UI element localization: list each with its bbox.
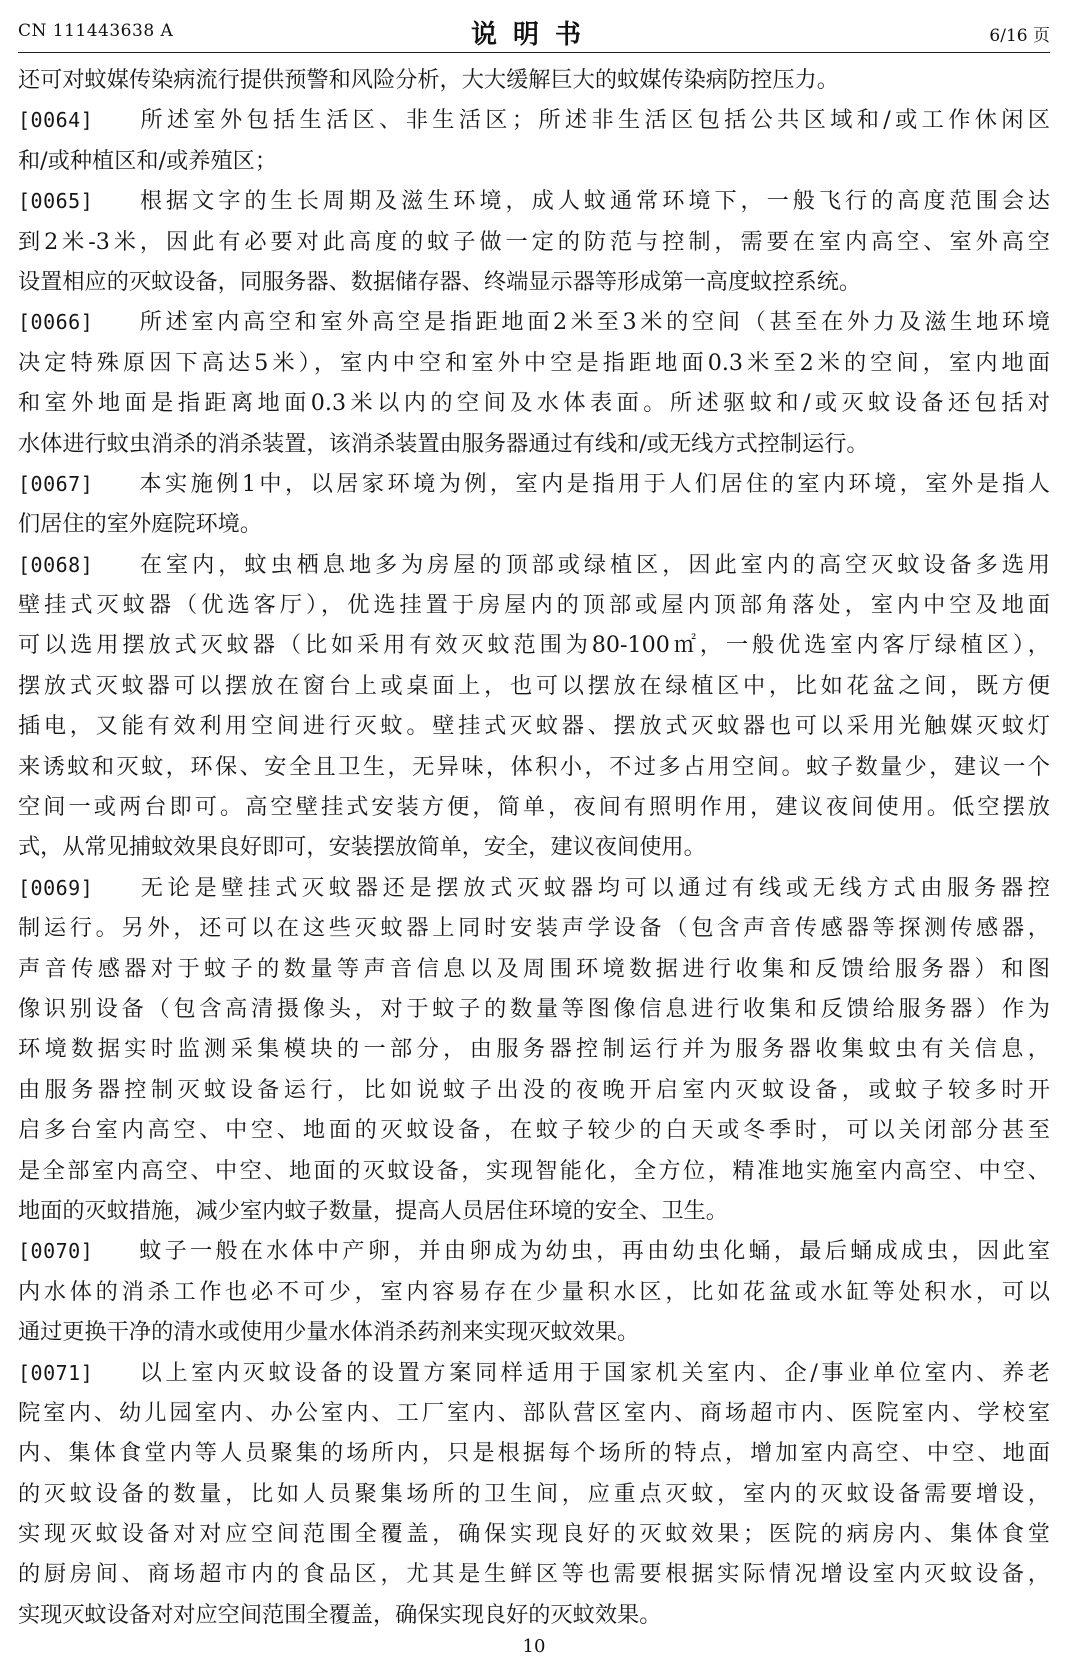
paragraph-text: 内水体的消杀工作也必不可少，室内容易存在少量积水区，比如花盆或水缸等处积水，可以 <box>18 1278 1050 1305</box>
paragraph-text: 在室内，蚊虫栖息地多为房屋的顶部或绿植区，因此室内的高空灭蚊设备多选用 <box>136 551 1050 578</box>
paragraph-line <box>18 1554 1050 1594</box>
document-title: 说明书 <box>470 20 597 50</box>
page-number: 10 <box>522 1636 546 1657</box>
paragraph-text: 壁挂式灭蚊器（优选客厅），优选挂置于房屋内的顶部或屋内顶部角落处，室内中空及地面 <box>18 592 1050 619</box>
paragraph-line <box>18 949 1050 989</box>
paragraph-line <box>18 504 1050 544</box>
paragraph-text: 和室外地面是指距离地面0.3米以内的空间及水体表面。所述驱蚊和/或灭蚊设备还包括对 <box>18 390 1050 417</box>
paragraph-line <box>18 1353 1050 1393</box>
page-indicator: 6/16 页 <box>989 26 1050 46</box>
paragraph <box>18 868 1050 1232</box>
paragraph-text: 空间一或两台即可。高空壁挂式安装方便，简单，夜间有照明作用，建议夜间使用。低空摆放 <box>18 794 1050 821</box>
paragraph-line <box>18 1272 1050 1312</box>
paragraph-number: [0066] <box>18 310 94 335</box>
paragraph-text: 根据文字的生长周期及滋生环境，成人蚊通常环境下，一般飞行的高度范围会达 <box>136 188 1050 215</box>
paragraph-text: 本实施例1中，以居家环境为例，室内是指用于人们居住的室内环境，室外是指人 <box>136 470 1050 497</box>
paragraph <box>18 545 1050 868</box>
paragraph-text: 设置相应的灭蚊设备，同服务器、数据储存器、终端显示器等形成第一高度蚊控系统。 <box>18 268 862 295</box>
paragraph-text: 还可对蚊媒传染病流行提供预警和风险分析，大大缓解巨大的蚊媒传染病防控压力。 <box>18 67 839 93</box>
paragraph-line <box>18 464 1050 504</box>
paragraph-line <box>18 1151 1050 1191</box>
paragraph-text: 实现灭蚊设备对对应空间范围全覆盖，确保实现良好的灭蚊效果；医院的病房内、集体食堂 <box>18 1521 1050 1548</box>
paragraph-text: 通过更换干净的清水或使用少量水体消杀药剂来实现灭蚊效果。 <box>18 1319 640 1346</box>
paragraph-text: 由服务器控制灭蚊设备运行，比如说蚊子出没的夜晚开启室内灭蚊设备，或蚊子较多时开 <box>18 1076 1050 1103</box>
page-header <box>18 14 1050 48</box>
paragraph <box>18 302 1050 464</box>
paragraph-line <box>18 625 1050 665</box>
paragraph-text: 制运行。另外，还可以在这些灭蚊器上同时安装声学设备（包含声音传感器等探测传感器， <box>18 915 1050 942</box>
paragraph-line <box>18 1433 1050 1473</box>
paragraph-line <box>18 181 1050 221</box>
paragraph-text: 插电，又能有效利用空间进行灭蚊。壁挂式灭蚊器、摆放式灭蚊器也可以采用光触媒灭蚊灯 <box>18 713 1050 740</box>
patent-number: CN 111443638 A <box>18 21 174 41</box>
paragraph-text: 像识别设备（包含高清摄像头，对于蚊子的数量等图像信息进行收集和反馈给服务器）作为 <box>18 995 1050 1022</box>
paragraph-line <box>18 827 1050 867</box>
paragraph-text: 的厨房间、商场超市内的食品区，尤其是生鲜区等也需要根据实际情况增设室内灭蚊设备， <box>18 1561 1050 1588</box>
paragraph-text: 们居住的室外庭院环境。 <box>18 511 263 538</box>
paragraph-line <box>18 1595 1050 1635</box>
paragraph-line <box>18 747 1050 787</box>
paragraph-text: 来诱蚊和灭蚊，环保、安全且卫生，无异味，体积小，不过多占用空间。蚊子数量少，建议一个 <box>18 753 1050 780</box>
paragraph-text: 启多台室内高空、中空、地面的灭蚊设备，在蚊子较少的白天或冬季时，可以关闭部分甚至 <box>18 1117 1050 1144</box>
paragraph-text: 的灭蚊设备的数量，比如人员聚集场所的卫生间，应重点灭蚊，室内的灭蚊设备需要增设， <box>18 1480 1050 1507</box>
paragraph-line <box>18 585 1050 625</box>
paragraph-line <box>18 100 1050 140</box>
paragraph-text: 可以选用摆放式灭蚊器（比如采用有效灭蚊范围为80-100㎡，一般优选室内客厅绿植区）， <box>18 632 1050 659</box>
paragraph-line <box>18 989 1050 1029</box>
paragraph <box>18 1231 1050 1352</box>
paragraph-line <box>18 545 1050 585</box>
paragraph-number: [0070] <box>18 1239 94 1264</box>
paragraph-text: 是全部室内高空、中空、地面的灭蚊设备，实现智能化，全方位，精准地实施室内高空、中空、 <box>18 1157 1050 1184</box>
paragraph-line <box>18 1393 1050 1433</box>
paragraph-line <box>18 1474 1050 1514</box>
paragraph-line <box>18 60 1050 100</box>
paragraph <box>18 464 1050 545</box>
paragraph-text: 到2米-3米，因此有必要对此高度的蚊子做一定的防范与控制，需要在室内高空、室外高空 <box>18 228 1050 255</box>
paragraph-text: 所述室内高空和室外高空是指距地面2米至3米的空间（甚至在外力及滋生地环境 <box>136 309 1050 336</box>
paragraph-text: 式，从常见捕蚊效果良好即可，安装摆放简单，安全，建议夜间使用。 <box>18 834 706 861</box>
paragraph <box>18 181 1050 302</box>
paragraph-line <box>18 262 1050 302</box>
paragraph-number: [0065] <box>18 189 94 214</box>
paragraph-line <box>18 302 1050 342</box>
paragraph-number: [0071] <box>18 1360 94 1385</box>
paragraph-number: [0069] <box>18 875 94 900</box>
paragraph <box>18 1353 1050 1636</box>
paragraph-text: 无论是壁挂式灭蚊器还是摆放式灭蚊器均可以通过有线或无线方式由服务器控 <box>136 874 1050 901</box>
paragraph-text: 蚊子一般在水体中产卵，并由卵成为幼虫，再由幼虫化蛹，最后蛹成成虫，因此室 <box>136 1238 1050 1265</box>
paragraph-line <box>18 868 1050 908</box>
paragraph-line <box>18 666 1050 706</box>
paragraph-text: 声音传感器对于蚊子的数量等声音信息以及周围环境数据进行收集和反馈给服务器）和图 <box>18 955 1050 982</box>
paragraph <box>18 100 1050 181</box>
paragraph-text: 实现灭蚊设备对对应空间范围全覆盖，确保实现良好的灭蚊效果。 <box>18 1601 662 1628</box>
paragraph-line <box>18 1029 1050 1069</box>
paragraph-line <box>18 1312 1050 1352</box>
paragraph-text: 决定特殊原因下高达5米），室内中空和室外中空是指距地面0.3米至2米的空间，室内地面 <box>18 349 1050 376</box>
document-body <box>18 60 1050 1635</box>
paragraph-line <box>18 1070 1050 1110</box>
paragraph <box>18 60 1050 100</box>
paragraph-line <box>18 706 1050 746</box>
paragraph-line <box>18 343 1050 383</box>
paragraph-text: 院室内、幼儿园室内、办公室内、工厂室内、部队营区室内、商场超市内、医院室内、学校室 <box>18 1399 1050 1426</box>
paragraph-text: 水体进行蚊虫消杀的消杀装置，该消杀装置由服务器通过有线和/或无线方式控制运行。 <box>18 430 869 457</box>
paragraph-line <box>18 1231 1050 1271</box>
paragraph-number: [0067] <box>18 471 94 496</box>
paragraph-line <box>18 1514 1050 1554</box>
paragraph-line <box>18 787 1050 827</box>
paragraph-line <box>18 222 1050 262</box>
paragraph-line <box>18 1110 1050 1150</box>
paragraph-text: 内、集体食堂内等人员聚集的场所内，只是根据每个场所的特点，增加室内高空、中空、地面 <box>18 1440 1050 1467</box>
paragraph-text: 地面的灭蚊措施，减少室内蚊子数量，提高人员居住环境的安全、卫生。 <box>18 1197 728 1224</box>
paragraph-text: 所述室外包括生活区、非生活区；所述非生活区包括公共区域和/或工作休闲区 <box>136 107 1050 134</box>
paragraph-line <box>18 908 1050 948</box>
paragraph-line <box>18 141 1050 181</box>
paragraph-number: [0068] <box>18 552 94 577</box>
paragraph-text: 环境数据实时监测采集模块的一部分，由服务器控制运行并为服务器收集蚊虫有关信息， <box>18 1036 1050 1063</box>
paragraph-line <box>18 1191 1050 1231</box>
paragraph-text: 摆放式灭蚊器可以摆放在窗台上或桌面上，也可以摆放在绿植区中，比如花盆之间，既方便 <box>18 672 1050 699</box>
paragraph-line <box>18 424 1050 464</box>
paragraph-line <box>18 383 1050 423</box>
paragraph-text: 和/或种植区和/或养殖区； <box>18 147 278 174</box>
paragraph-text: 以上室内灭蚊设备的设置方案同样适用于国家机关室内、企/事业单位室内、养老 <box>136 1359 1050 1386</box>
paragraph-number: [0064] <box>18 108 94 133</box>
header-divider <box>18 52 1050 53</box>
